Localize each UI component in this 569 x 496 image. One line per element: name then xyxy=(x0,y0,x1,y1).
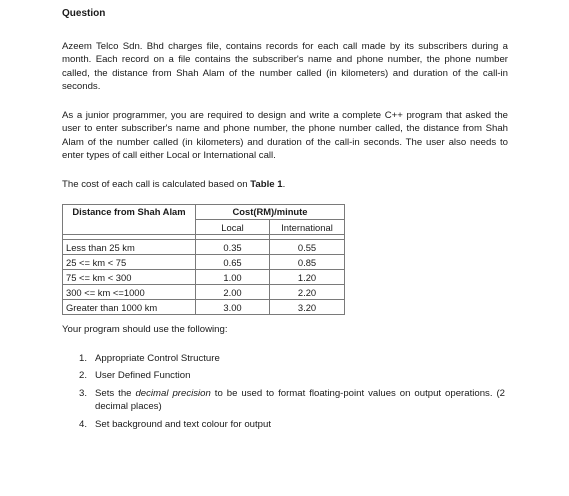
intro-paragraph: Azeem Telco Sdn. Bhd charges file, contains records for each call made by its subscribers during a month. Each record on a file contains the subscriber's name and phone number, the phone number called, the distance from Shah Alam of the number called (in kilometers) and duration of the call-in seconds. xyxy=(62,41,508,93)
list-number: 4. xyxy=(79,418,88,430)
local-cost-cell: 2.00 xyxy=(196,285,270,300)
international-cost-cell: 3.20 xyxy=(270,300,345,315)
distance-cell: Less than 25 km xyxy=(63,240,196,255)
international-cost-cell: 0.55 xyxy=(270,240,345,255)
international-header: International xyxy=(270,220,345,235)
rate-table xyxy=(62,204,345,315)
table-row xyxy=(63,300,345,315)
list-item xyxy=(79,387,505,414)
list-text: Set background and text colour for output xyxy=(95,418,271,430)
list-text-emphasis: decimal precision xyxy=(135,387,211,399)
list-number: 2. xyxy=(79,370,88,382)
cost-paragraph-prefix: The cost of each call is calculated based on xyxy=(62,179,251,190)
table-row xyxy=(63,285,345,300)
international-cost-cell: 0.85 xyxy=(270,255,345,270)
cost-paragraph xyxy=(62,178,508,191)
list-number: 3. xyxy=(79,387,88,399)
requirements-intro: Your program should use the following: xyxy=(62,324,228,335)
list-text: User Defined Function xyxy=(95,370,191,382)
distance-cell: 75 <= km < 300 xyxy=(63,270,196,285)
distance-cell: 25 <= km < 75 xyxy=(63,255,196,270)
list-number: 1. xyxy=(79,353,88,364)
table-reference: Table 1 xyxy=(250,179,283,190)
cost-header: Cost(RM)/minute xyxy=(196,205,345,220)
international-cost-cell: 1.20 xyxy=(270,270,345,285)
table-row xyxy=(63,270,345,285)
table-row xyxy=(63,240,345,255)
local-cost-cell: 0.35 xyxy=(196,240,270,255)
local-header: Local xyxy=(196,220,270,235)
table-header-row xyxy=(63,205,345,220)
list-text-post: to be used to format floating-point values on output operations. (2 decimal places) xyxy=(95,387,505,413)
list-text-pre: Sets the xyxy=(95,387,136,399)
distance-header: Distance from Shah Alam xyxy=(63,205,196,235)
distance-cell: 300 <= km <=1000 xyxy=(63,285,196,300)
local-cost-cell: 3.00 xyxy=(196,300,270,315)
requirements-list xyxy=(79,352,505,435)
list-text: Appropriate Control Structure xyxy=(95,353,220,364)
international-cost-cell: 2.20 xyxy=(270,285,345,300)
list-item xyxy=(79,418,505,431)
task-paragraph: As a junior programmer, you are required to design and write a complete C++ program that asked the user to enter subscriber's name and phone number, the phone number called, the distance from Shah Alam of the number called (in kilometers) and duration of the call-in seconds. The user also needs to enter types of call either Local or International call. xyxy=(62,110,508,162)
distance-cell: Greater than 1000 km xyxy=(63,300,196,315)
list-item xyxy=(79,352,505,365)
question-heading: Question xyxy=(62,8,106,19)
local-cost-cell: 0.65 xyxy=(196,255,270,270)
table-row xyxy=(63,255,345,270)
local-cost-cell: 1.00 xyxy=(196,270,270,285)
cost-paragraph-suffix: . xyxy=(282,179,286,190)
list-item xyxy=(79,369,505,382)
